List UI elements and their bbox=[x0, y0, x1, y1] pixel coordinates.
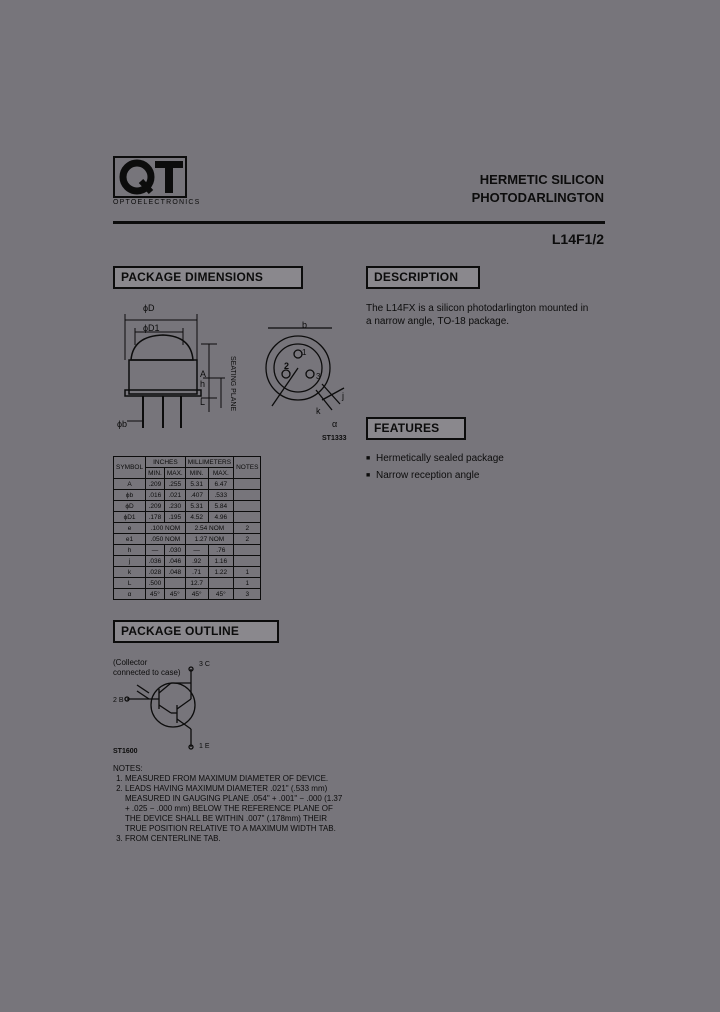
table-cell: .036 bbox=[146, 556, 165, 567]
table-cell bbox=[234, 490, 261, 501]
table-subheader: MIN. bbox=[146, 468, 165, 479]
table-cell: .209 bbox=[146, 501, 165, 512]
table-cell: .500 bbox=[146, 578, 165, 589]
table-cell: 4.96 bbox=[208, 512, 234, 523]
title-line-1: HERMETIC SILICON bbox=[479, 172, 604, 187]
table-row bbox=[114, 479, 261, 490]
label-j: j bbox=[342, 391, 344, 401]
table-subheader: MAX. bbox=[164, 468, 185, 479]
table-row bbox=[114, 567, 261, 578]
label-phi-d1: ϕD1 bbox=[143, 323, 160, 333]
table-subheader: MAX. bbox=[208, 468, 234, 479]
section-package-outline: PACKAGE OUTLINE bbox=[113, 620, 279, 643]
table-row bbox=[114, 523, 261, 534]
section-features: FEATURES bbox=[366, 417, 466, 440]
table-row bbox=[114, 589, 261, 600]
table-cell bbox=[234, 501, 261, 512]
table-cell-symbol: ϕD1 bbox=[114, 512, 146, 523]
side-view-drawing bbox=[113, 300, 233, 435]
label-phi-d: ϕD bbox=[143, 303, 155, 313]
table-cell: 1 bbox=[234, 567, 261, 578]
table-header-millimeters: MILLIMETERS bbox=[185, 457, 233, 468]
table-cell: .016 bbox=[146, 490, 165, 501]
table-cell: .050 NOM bbox=[146, 534, 186, 545]
table-cell: .76 bbox=[208, 545, 234, 556]
notes-block bbox=[113, 764, 343, 844]
table-cell: 1 bbox=[234, 578, 261, 589]
table-header-notes: NOTES bbox=[234, 457, 261, 479]
table-cell: .533 bbox=[208, 490, 234, 501]
table-cell: 4.52 bbox=[185, 512, 208, 523]
table-cell: .030 bbox=[164, 545, 185, 556]
table-cell: 45° bbox=[164, 589, 185, 600]
pin-base-label: 2 B bbox=[113, 697, 124, 704]
table-cell: .92 bbox=[185, 556, 208, 567]
table-cell-symbol: ϕD bbox=[114, 501, 146, 512]
label-k: k bbox=[316, 406, 321, 416]
table-cell: 2.54 NOM bbox=[185, 523, 233, 534]
dimensions-table bbox=[113, 456, 261, 600]
table-cell: 1.27 NOM bbox=[185, 534, 233, 545]
title-line-2: PHOTODARLINGTON bbox=[471, 190, 604, 205]
table-cell: .230 bbox=[164, 501, 185, 512]
pin-collector-label: 3 C bbox=[199, 661, 210, 668]
table-cell: .407 bbox=[185, 490, 208, 501]
label-a: A bbox=[200, 369, 207, 379]
table-cell: 5.31 bbox=[185, 501, 208, 512]
table-cell: 45° bbox=[146, 589, 165, 600]
label-b: b bbox=[302, 320, 308, 330]
table-cell: 5.84 bbox=[208, 501, 234, 512]
table-cell-symbol: ϕb bbox=[114, 490, 146, 501]
table-cell: 3 bbox=[234, 589, 261, 600]
note-item: 2. LEADS HAVING MAXIMUM DIAMETER .021" (.533 mm) MEASURED IN GAUGING PLANE .054" + .001" − .000 (1.37 + .025 − .000 mm) BELOW THE REFERENCE PLANE OF THE DEVICE SHALL BE WITHIN .007" (.178mm) THEIR TRUE POSITION RELATIVE TO A MAXIMUM WIDTH TAB. bbox=[125, 784, 343, 834]
table-cell-symbol: e bbox=[114, 523, 146, 534]
table-cell-symbol: j bbox=[114, 556, 146, 567]
label-h: h bbox=[200, 379, 206, 389]
table-cell: .100 NOM bbox=[146, 523, 186, 534]
table-row bbox=[114, 578, 261, 589]
feature-item: ■ Narrow reception angle bbox=[366, 469, 596, 482]
table-cell: — bbox=[185, 545, 208, 556]
table-cell: 1.22 bbox=[208, 567, 234, 578]
label-pin-1: 1 bbox=[302, 348, 307, 357]
table-row bbox=[114, 501, 261, 512]
table-cell bbox=[234, 512, 261, 523]
table-cell: .195 bbox=[164, 512, 185, 523]
table-cell: .255 bbox=[164, 479, 185, 490]
note-item: 3. FROM CENTERLINE TAB. bbox=[125, 834, 343, 844]
table-cell: .021 bbox=[164, 490, 185, 501]
note-item: 1. MEASURED FROM MAXIMUM DIAMETER OF DEVICE. bbox=[125, 774, 343, 784]
table-cell: 45° bbox=[185, 589, 208, 600]
table-subheader: MIN. bbox=[185, 468, 208, 479]
label-phi-b: ϕb bbox=[117, 419, 128, 429]
table-header-symbol: SYMBOL bbox=[114, 457, 146, 479]
table-cell: 6.47 bbox=[208, 479, 234, 490]
table-cell-symbol: h bbox=[114, 545, 146, 556]
table-cell: .046 bbox=[164, 556, 185, 567]
table-cell: 2 bbox=[234, 534, 261, 545]
description-text: The L14FX is a silicon photodarlington mounted in a narrow angle, TO-18 package. bbox=[366, 303, 589, 327]
table-cell: 5.31 bbox=[185, 479, 208, 490]
table-cell-symbol: k bbox=[114, 567, 146, 578]
bottom-view-drawing bbox=[252, 318, 352, 428]
header-rule bbox=[113, 221, 605, 224]
collector-note: (Collector connected to case) bbox=[113, 658, 181, 677]
table-row bbox=[114, 490, 261, 501]
table-cell: 1.16 bbox=[208, 556, 234, 567]
table-cell-symbol: α bbox=[114, 589, 146, 600]
table-cell-symbol: L bbox=[114, 578, 146, 589]
label-alpha: α bbox=[332, 419, 338, 429]
table-cell bbox=[234, 479, 261, 490]
label-pin-2: 2 bbox=[284, 361, 290, 371]
table-cell bbox=[234, 545, 261, 556]
table-cell-symbol: A bbox=[114, 479, 146, 490]
table-cell: .028 bbox=[146, 567, 165, 578]
table-cell bbox=[164, 578, 185, 589]
table-cell bbox=[234, 556, 261, 567]
feature-item: ■ Hermetically sealed package bbox=[366, 452, 596, 465]
part-number: L14F1/2 bbox=[551, 231, 604, 247]
table-cell: 45° bbox=[208, 589, 234, 600]
table-cell bbox=[208, 578, 234, 589]
pin-emitter-label: 1 E bbox=[199, 743, 210, 750]
notes-heading: NOTES: bbox=[113, 764, 143, 773]
table-header-inches: INCHES bbox=[146, 457, 186, 468]
table-row bbox=[114, 545, 261, 556]
figure-id-st1333: ST1333 bbox=[322, 435, 347, 442]
section-description: DESCRIPTION bbox=[366, 266, 480, 289]
dimensions-table-body bbox=[114, 479, 261, 600]
features-list bbox=[366, 452, 596, 482]
table-cell: .71 bbox=[185, 567, 208, 578]
table-cell: .178 bbox=[146, 512, 165, 523]
label-l: L bbox=[200, 397, 206, 407]
figure-id-st1600: ST1600 bbox=[113, 748, 138, 755]
table-cell: 12.7 bbox=[185, 578, 208, 589]
table-cell: — bbox=[146, 545, 165, 556]
section-package-dimensions: PACKAGE DIMENSIONS bbox=[113, 266, 303, 289]
label-seating-plane: SEATING PLANE bbox=[229, 356, 236, 412]
table-row bbox=[114, 534, 261, 545]
table-cell: .048 bbox=[164, 567, 185, 578]
logo-subtitle: OPTOELECTRONICS bbox=[113, 199, 201, 206]
table-row bbox=[114, 512, 261, 523]
table-cell: 2 bbox=[234, 523, 261, 534]
label-pin-3: 3 bbox=[316, 372, 321, 381]
table-cell: .209 bbox=[146, 479, 165, 490]
table-row bbox=[114, 556, 261, 567]
table-cell-symbol: e1 bbox=[114, 534, 146, 545]
